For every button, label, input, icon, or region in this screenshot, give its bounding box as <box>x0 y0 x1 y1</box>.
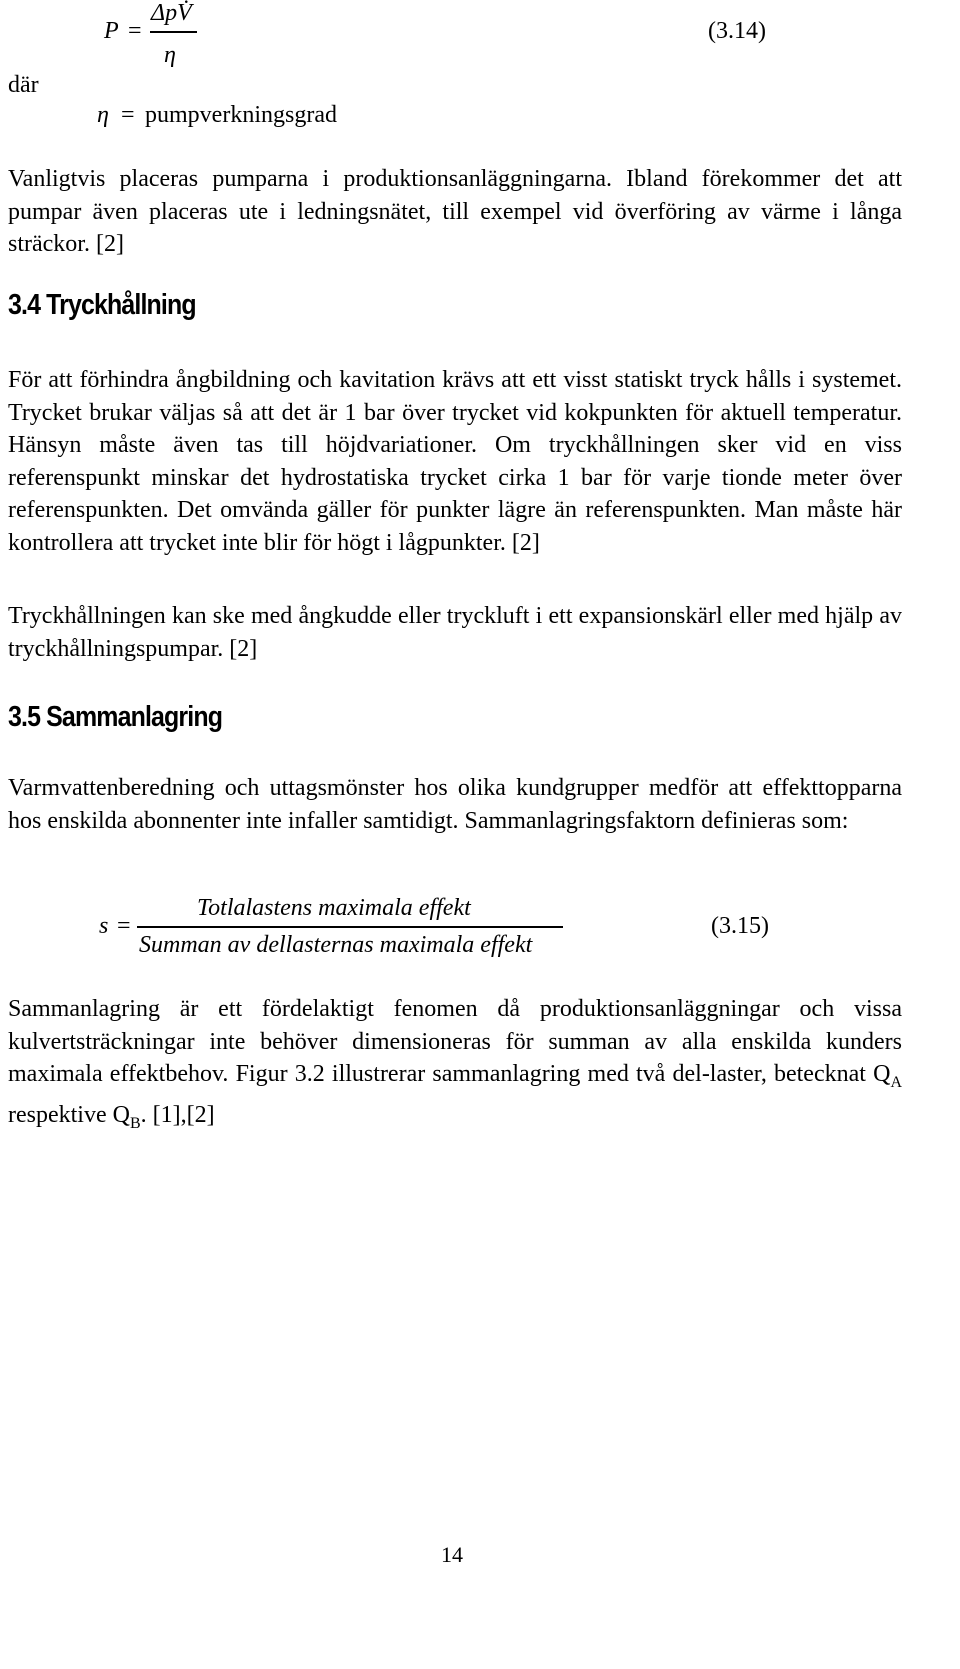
p5-mid-text: respektive Q <box>8 1102 130 1129</box>
paragraph-pressure-maintenance: För att förhindra ångbildning och kavitation krävs att ett visst statiskt tryck hålls i systemet. Trycket brukar väljas så att det är 1 bar över trycket vid kokpunkten för aktuell temperatur. Hänsyn måste även tas till höjdvariationer. Om tryckhållningen sker vid en viss referenspunkt minskar det hydrostatiska trycket cirka 1 bar för varje tionde meter över referenspunkten. Det omvända gäller för punkter lägre än referenspunkten. Man måste här kontrollera att trycket inte blir för högt i lågpunkter. [2] <box>8 367 902 556</box>
eq-3-14-numerator: ΔpV̇ <box>151 0 192 26</box>
eq-3-15-numerator: Totlalastens maximala effekt <box>197 895 471 921</box>
eq-3-15-fraction-line <box>137 926 563 928</box>
p5-main-text: Sammanlagring är ett fördelaktigt fenomen då produktionsanläggningar och vissa kulvertsträckningar inte behöver dimensioneras för summan av alla enskilda kunders maximala effektbehov. Figur 3.2 illustrerar sammanlagring med två del-laster, betecknat Q <box>8 996 902 1087</box>
eq-3-14-number: (3.14) <box>708 18 766 44</box>
eq-3-14-lhs: P <box>104 18 119 44</box>
where-label: där <box>8 72 39 98</box>
eq-3-15-equals: = <box>117 913 131 939</box>
where-description: pumpverkningsgrad <box>145 102 337 128</box>
paragraph-diversity-intro: Varmvattenberedning och uttagsmönster hos olika kundgrupper medför att effekttopparna hos enskilda abonnenter inte infaller samtidigt. Sammanlagringsfaktorn definieras som: <box>8 775 902 834</box>
eq-3-15-lhs: s <box>99 913 109 939</box>
eq-3-14-fraction-line <box>150 31 197 33</box>
where-equals: = <box>121 102 135 128</box>
paragraph-pump-placement: Vanligtvis placeras pumparna i produktionsanläggningarna. Ibland förekommer det att pumpar även placeras ute i ledningsnätet, till exempel vid överföring av värme i långa sträckor. [2] <box>8 166 902 257</box>
eq-3-14-denominator: η <box>164 42 176 68</box>
paragraph-pressurization-methods: Tryckhållningen kan ske med ångkudde eller tryckluft i ett expansionskärl eller med hjälp av tryckhållningspumpar. [2] <box>8 603 902 662</box>
section-heading-3-5: 3.5 Sammanlagring <box>8 701 223 733</box>
p5-end-text: . [1],[2] <box>140 1102 215 1129</box>
p5-subscript-b: B <box>129 1115 141 1133</box>
eq-3-15-number: (3.15) <box>711 913 769 939</box>
page-number: 14 <box>441 1542 463 1567</box>
eq-3-14-equals: = <box>128 18 142 44</box>
paragraph-diversity-benefits <box>8 993 902 1141</box>
eq-3-15-denominator: Summan av dellasternas maximala effekt <box>139 932 533 958</box>
section-heading-3-4: 3.4 Tryckhållning <box>8 289 196 321</box>
p5-subscript-a: A <box>890 1073 902 1091</box>
where-symbol: η <box>97 102 109 128</box>
